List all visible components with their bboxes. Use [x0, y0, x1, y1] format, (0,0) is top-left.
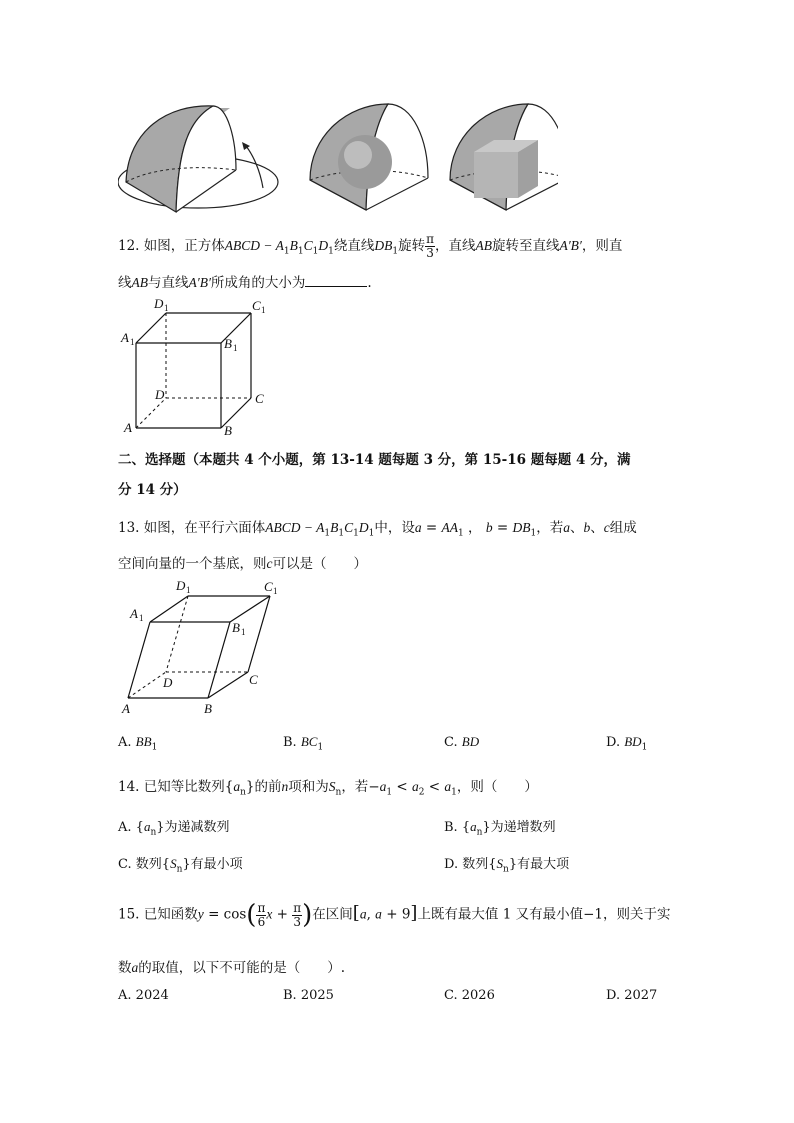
hemisphere-figures: [118, 100, 558, 220]
q14-stem: 14. 已知等比数列$\{a_n\}$的前n项和为$S_n$，若$-a_1 < a_2 < a_1$，则（ ）: [118, 779, 538, 798]
svg-text:A: A: [122, 701, 130, 716]
q12-line1: 12. 如图，正方体ABCD − $A_1B_1C_1D_1$绕直线$DB_1$旋转 $\frac{\pi}{3}$ ，直线AB旋转至直线A′B′，则直: [118, 232, 623, 260]
q15-option-a[interactable]: A. 2024: [118, 988, 169, 1003]
label-B: B: [224, 423, 232, 438]
section2-heading-line1: 二、选择题（本题共 4 个小题，第 13-14 题每题 3 分，第 15-16 题每题 4 分，满: [118, 452, 631, 468]
q15-line2: 数a的取值，以下不可能的是（ ）.: [118, 960, 346, 976]
svg-text:D: D: [176, 578, 186, 593]
q13-option-d[interactable]: D. $BD_1$: [606, 734, 648, 753]
q15-line1: 15. 已知函数y = cos( $\frac{\pi}{6}$ x + $\frac{\pi}{3}$ )在区间[a, a + 9]上既有最大值 1 又有最小值−1，则关于实: [118, 900, 671, 930]
svg-text:D: D: [163, 675, 173, 690]
svg-text:C: C: [264, 579, 273, 594]
svg-text:1: 1: [139, 613, 144, 623]
label-A1: A: [121, 330, 129, 345]
q15-option-d[interactable]: D. 2027: [606, 988, 658, 1003]
section2-heading-line2: 分 14 分）: [118, 482, 187, 498]
svg-text:1: 1: [186, 585, 191, 595]
q15-option-b[interactable]: B. 2025: [283, 988, 334, 1003]
pi-over-3: $\frac{\pi}{3}$: [426, 232, 434, 260]
svg-text:A: A: [130, 606, 138, 621]
label-B1: B: [224, 336, 232, 351]
svg-text:B: B: [204, 701, 212, 716]
cube-figure: [118, 296, 278, 438]
hemisphere-rotation-figure: [118, 106, 278, 212]
q14-option-c[interactable]: C. 数列$\{S_n\}$有最小项: [118, 856, 243, 875]
q12-number: 12.: [118, 238, 140, 254]
svg-text:1: 1: [273, 586, 278, 596]
label-C: C: [255, 391, 264, 406]
q14-option-d[interactable]: D. 数列$\{S_n\}$有最大项: [444, 856, 570, 875]
svg-text:1: 1: [241, 627, 246, 637]
svg-text:C: C: [249, 672, 258, 687]
label-D: D: [155, 387, 165, 402]
q13-option-c[interactable]: C. BD: [444, 734, 480, 750]
answer-blank: [305, 274, 367, 287]
q13-option-a[interactable]: A. $BB_1$: [118, 734, 158, 753]
parallelepiped-figure: [118, 574, 288, 720]
q12-line2: 线AB与直线A′B′所成角的大小为 .: [118, 275, 372, 291]
label-A: A: [124, 420, 132, 435]
q15-option-c[interactable]: C. 2026: [444, 988, 495, 1003]
q14-option-b[interactable]: B. $\{a_n\}$为递增数列: [444, 819, 556, 838]
svg-text:1: 1: [261, 305, 266, 315]
hemisphere-with-sphere-figure: [310, 104, 428, 210]
q13-line1: 13. 如图，在平行六面体ABCD − $A_1B_1C_1D_1$中，设$a = AA_1$ ， $b = DB_1$，若a、b、c组成: [118, 520, 637, 539]
label-C1: C: [252, 298, 261, 313]
svg-text:1: 1: [130, 337, 135, 347]
q13-option-b[interactable]: B. $BC_1$: [283, 734, 324, 753]
q14-option-a[interactable]: A. $\{a_n\}$为递减数列: [118, 819, 230, 838]
hemisphere-with-cube-figure: [450, 104, 558, 210]
svg-text:B: B: [232, 620, 240, 635]
label-D1: D: [154, 296, 164, 311]
svg-text:1: 1: [233, 343, 238, 353]
q13-line2: 空间向量的一个基底，则c可以是（ ）: [118, 556, 367, 572]
svg-text:1: 1: [164, 303, 169, 313]
